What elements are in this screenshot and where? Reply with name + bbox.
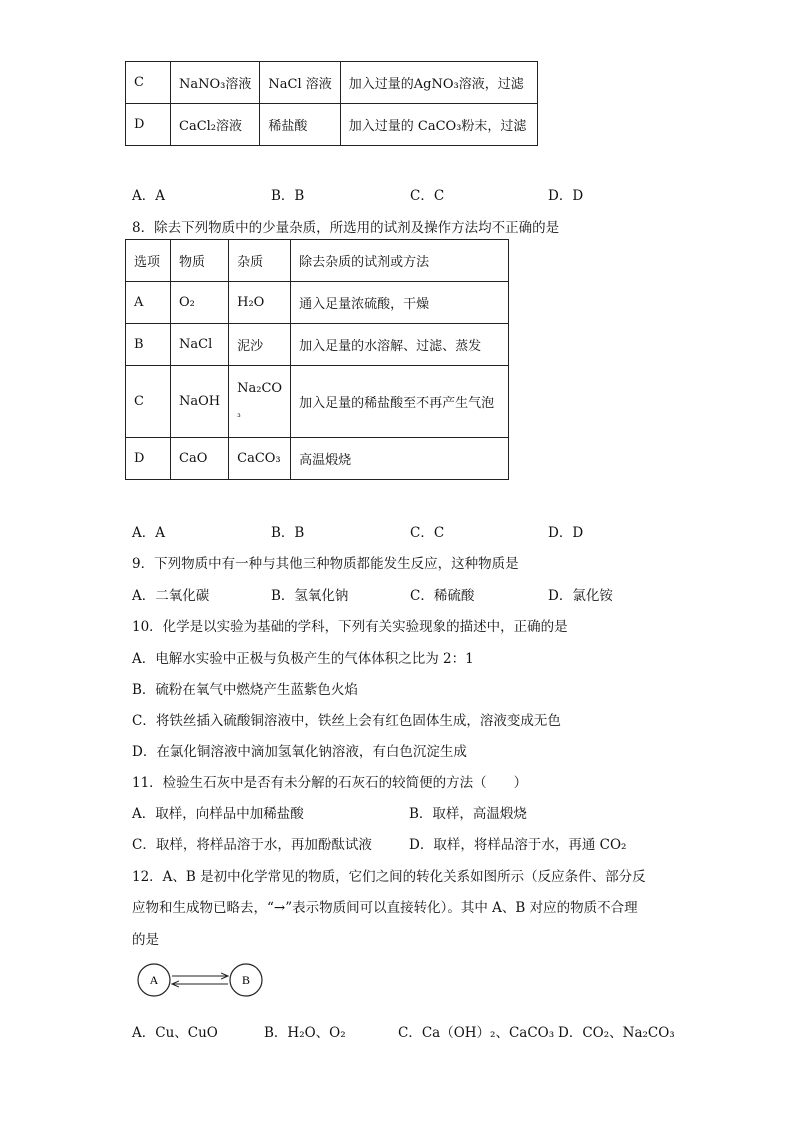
table-row — [126, 104, 538, 146]
q12-option-a[interactable]: A．Cu、CuO — [132, 1025, 218, 1041]
cell-impurity: NaCl 溶液 — [260, 62, 340, 104]
q10-option-d[interactable]: D．在氯化铜溶液中滴加氢氧化钠溶液，有白色沉淀生成 — [132, 744, 467, 760]
cell-substance: NaOH — [171, 366, 229, 438]
q8-option-a[interactable]: A．A — [132, 525, 165, 541]
table-row — [126, 62, 538, 104]
q12-stem-line3: 的是 — [132, 932, 159, 948]
cell-impurity: H₂O — [229, 282, 291, 324]
cell-label: D — [126, 104, 171, 146]
q11-option-b[interactable]: B．取样，高温煅烧 — [409, 806, 527, 822]
cell-substance: NaCl — [171, 324, 229, 366]
q8-option-d[interactable]: D．D — [548, 525, 584, 541]
header-method: 除去杂质的试剂或方法 — [291, 240, 509, 282]
q12-option-d[interactable]: D．CO₂、Na₂CO₃ — [558, 1025, 675, 1041]
node-b-label: B — [241, 973, 251, 987]
table-row — [126, 366, 509, 438]
cell-method: 加入足量的水溶解、过滤、蒸发 — [291, 324, 509, 366]
cell-label: D — [126, 438, 171, 480]
cell-label: B — [126, 324, 171, 366]
q7-option-c[interactable]: C．C — [410, 188, 445, 204]
cell-substance: O₂ — [171, 282, 229, 324]
q12-option-c[interactable]: C．Ca（OH）₂、CaCO₃ — [398, 1025, 555, 1041]
q12-stem-line2: 应物和生成物已略去，“→”表示物质间可以直接转化）。其中 A、B 对应的物质不合理 — [132, 900, 638, 916]
q11-option-c[interactable]: C．取样，将样品溶于水，再加酚酞试液 — [132, 837, 372, 853]
cell-impurity: 泥沙 — [229, 324, 291, 366]
q7-option-d[interactable]: D．D — [548, 188, 584, 204]
cell-impurity-line1: Na₂CO — [237, 380, 283, 396]
q9-option-a[interactable]: A．二氧化碳 — [132, 588, 210, 604]
q9-option-c[interactable]: C．稀硫酸 — [410, 588, 475, 604]
cell-substance: NaNO₃溶液 — [171, 62, 260, 104]
q11-option-a[interactable]: A．取样，向样品中加稀盐酸 — [132, 806, 304, 822]
cell-substance: CaCl₂溶液 — [171, 104, 260, 146]
cell-method: 高温煅烧 — [291, 438, 509, 480]
cell-label: C — [126, 366, 171, 438]
table-row — [126, 438, 509, 480]
q9-option-b[interactable]: B．氢氧化钠 — [271, 588, 349, 604]
q7-table-continued — [125, 61, 538, 146]
cell-method: 加入过量的 CaCO₃粉末，过滤 — [340, 104, 537, 146]
q12-option-b[interactable]: B．H₂O、O₂ — [264, 1025, 346, 1041]
q10-stem: 10．化学是以实验为基础的学科，下列有关实验现象的描述中，正确的是 — [132, 619, 568, 635]
cell-impurity-line2: ₃ — [237, 409, 241, 420]
cell-impurity: CaCO₃ — [229, 438, 291, 480]
q11-stem: 11．检验生石灰中是否有未分解的石灰石的较简便的方法（ ） — [132, 775, 528, 791]
cell-substance: CaO — [171, 438, 229, 480]
q10-option-a[interactable]: A．电解水实验中正极与负极产生的气体体积之比为 2：1 — [132, 651, 474, 667]
node-a-label: A — [149, 973, 159, 987]
q10-option-c[interactable]: C．将铁丝插入硫酸铜溶液中，铁丝上会有红色固体生成，溶液变成无色 — [132, 713, 561, 729]
q8-option-c[interactable]: C．C — [410, 525, 445, 541]
q12-conversion-diagram — [130, 956, 270, 1004]
q8-option-b[interactable]: B．B — [271, 525, 305, 541]
q7-option-a[interactable]: A．A — [132, 188, 165, 204]
q10-option-b[interactable]: B．硫粉在氧气中燃烧产生蓝紫色火焰 — [132, 682, 358, 698]
cell-label: A — [126, 282, 171, 324]
q7-option-b[interactable]: B．B — [271, 188, 305, 204]
header-impurity: 杂质 — [229, 240, 291, 282]
cell-impurity: 稀盐酸 — [260, 104, 340, 146]
cell-label: C — [126, 62, 171, 104]
header-substance: 物质 — [171, 240, 229, 282]
q8-table — [125, 239, 509, 480]
table-row — [126, 282, 509, 324]
q11-option-d[interactable]: D．取样，将样品溶于水，再通 CO₂ — [409, 837, 627, 853]
q12-stem-line1: 12．A、B 是初中化学常见的物质，它们之间的转化关系如图所示（反应条件、部分反 — [132, 869, 646, 885]
q8-stem: 8．除去下列物质中的少量杂质，所选用的试剂及操作方法均不正确的是 — [132, 220, 560, 236]
table-header-row — [126, 240, 509, 282]
table-row — [126, 324, 509, 366]
cell-impurity — [229, 366, 291, 438]
cell-method: 加入过量的AgNO₃溶液，过滤 — [340, 62, 537, 104]
q9-option-d[interactable]: D．氯化铵 — [548, 588, 613, 604]
q9-stem: 9．下列物质中有一种与其他三种物质都能发生反应，这种物质是 — [132, 556, 519, 572]
cell-method: 加入足量的稀盐酸至不再产生气泡 — [291, 366, 509, 438]
cell-method: 通入足量浓硫酸，干燥 — [291, 282, 509, 324]
header-option: 选项 — [126, 240, 171, 282]
